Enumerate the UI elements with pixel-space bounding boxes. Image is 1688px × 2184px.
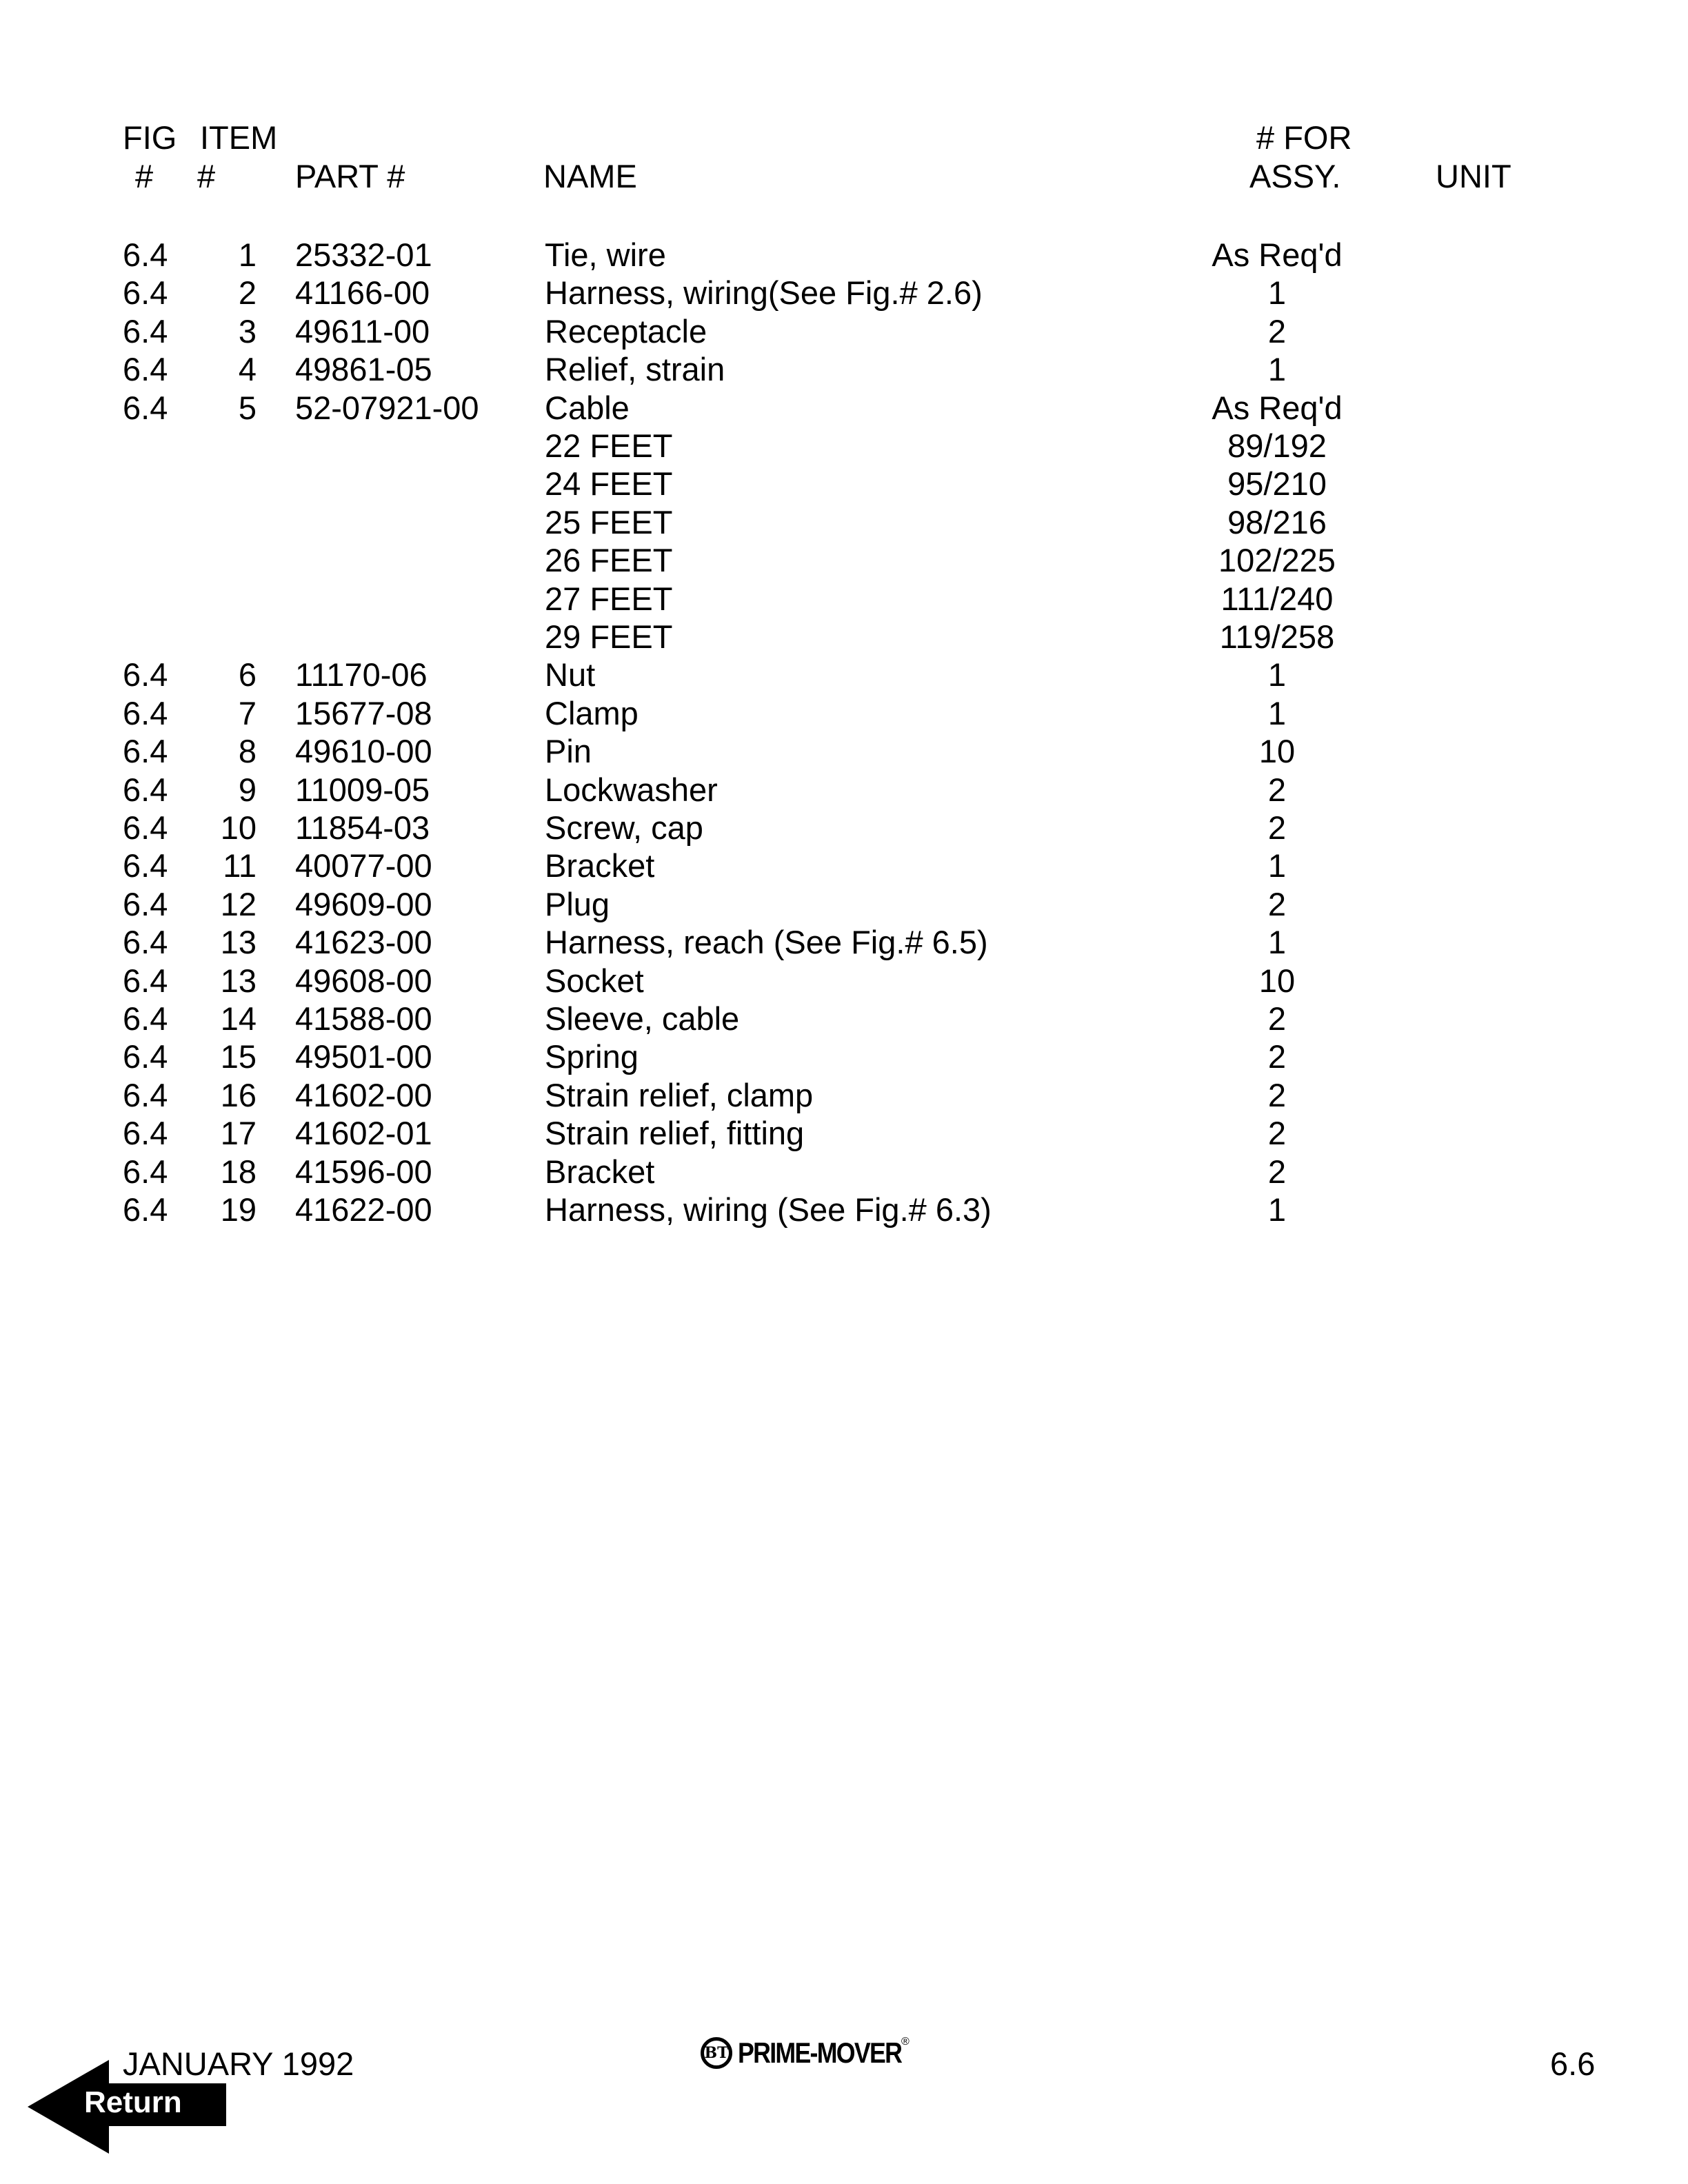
cell-qty: 2	[1267, 1115, 1287, 1152]
cell-qty: 2	[1267, 885, 1287, 922]
cell-name: 25 FEET	[545, 503, 673, 540]
cell-part: 41596-00	[295, 1153, 432, 1190]
cell-part: 41588-00	[295, 1000, 432, 1037]
cell-qty: 1	[1267, 274, 1287, 312]
cell-name: 27 FEET	[545, 580, 673, 617]
table-row	[0, 1155, 1688, 1194]
cell-name: Strain relief, clamp	[545, 1076, 814, 1113]
cell-item: 9	[238, 771, 257, 808]
cell-fig: 6.4	[123, 1076, 168, 1113]
cell-qty: 2	[1267, 1038, 1287, 1075]
table-row	[0, 771, 1688, 812]
header-unit: UNIT	[1436, 158, 1511, 194]
cell-qty: 95/210	[1227, 465, 1327, 503]
table-row	[0, 964, 1688, 1003]
table-row	[0, 236, 1688, 277]
logo-wordmark: PRIME-MOVER	[738, 2036, 902, 2069]
cell-part: 41623-00	[295, 924, 432, 961]
cell-name: Nut	[545, 656, 596, 694]
cell-fig: 6.4	[123, 236, 168, 273]
table-row	[0, 694, 1688, 736]
cell-fig: 6.4	[123, 885, 168, 922]
cell-part: 49501-00	[295, 1038, 432, 1075]
cell-fig: 6.4	[123, 1191, 168, 1228]
cell-item: 12	[220, 885, 257, 922]
cell-name: Spring	[545, 1038, 639, 1075]
table-row	[0, 885, 1688, 927]
cell-fig: 6.4	[123, 1000, 168, 1037]
table-row	[0, 658, 1688, 697]
cell-name: Bracket	[545, 847, 655, 884]
table-row	[0, 276, 1688, 315]
cell-name: Harness, wiring(See Fig.# 2.6)	[545, 274, 983, 312]
cell-name: 22 FEET	[545, 427, 673, 464]
cell-qty: 1	[1267, 694, 1287, 731]
cell-part: 11170-06	[295, 656, 428, 694]
cell-fig: 6.4	[123, 389, 168, 426]
cell-qty: 10	[1258, 733, 1296, 770]
cell-part: 15677-08	[295, 694, 432, 731]
cell-fig: 6.4	[123, 771, 168, 808]
cell-part: 52-07921-00	[295, 389, 479, 426]
table-row	[0, 735, 1688, 774]
cell-qty: 1	[1267, 847, 1287, 884]
cell-qty: 111/240	[1220, 580, 1334, 617]
registered-mark: ®	[901, 2036, 910, 2048]
cell-item: 8	[238, 733, 257, 770]
cell-name: Receptacle	[545, 312, 707, 350]
cell-qty: 2	[1267, 1000, 1287, 1037]
cell-name: Relief, strain	[545, 351, 725, 388]
cell-item: 13	[220, 962, 257, 999]
cell-fig: 6.4	[123, 847, 168, 884]
table-row	[0, 429, 1688, 468]
cell-item: 6	[238, 656, 257, 694]
table-row	[0, 620, 1688, 659]
footer-date: JANUARY 1992	[123, 2045, 354, 2082]
cell-name: Plug	[545, 885, 610, 922]
cell-item: 11	[223, 847, 257, 884]
cell-part: 41622-00	[295, 1191, 432, 1228]
cell-item: 7	[238, 694, 257, 731]
cell-part: 49608-00	[295, 962, 432, 999]
cell-name: 29 FEET	[545, 618, 673, 655]
cell-fig: 6.4	[123, 1038, 168, 1075]
return-button[interactable]	[28, 2060, 234, 2156]
cell-name: Screw, cap	[545, 809, 703, 846]
header-fig-number: #	[135, 158, 154, 194]
cell-name: Sleeve, cable	[545, 1000, 740, 1037]
table-row	[0, 849, 1688, 888]
cell-fig: 6.4	[123, 274, 168, 312]
header-item: ITEM	[200, 119, 278, 156]
cell-fig: 6.4	[123, 962, 168, 999]
cell-item: 18	[220, 1153, 257, 1190]
cell-part: 25332-01	[295, 236, 432, 273]
cell-name: Clamp	[545, 694, 639, 731]
header-for: # FOR	[1256, 119, 1352, 156]
prime-mover-logo	[701, 2036, 944, 2070]
cell-qty: 89/192	[1227, 427, 1327, 464]
cell-qty: 2	[1267, 1076, 1287, 1113]
cell-name: Harness, reach (See Fig.# 6.5)	[545, 924, 988, 961]
cell-qty: 1	[1267, 1191, 1287, 1228]
cell-name: Lockwasher	[545, 771, 718, 808]
cell-item: 5	[238, 389, 257, 426]
cell-item: 14	[220, 1000, 257, 1037]
cell-part: 49610-00	[295, 733, 432, 770]
cell-item: 1	[238, 236, 257, 273]
cell-item: 2	[238, 274, 257, 312]
cell-fig: 6.4	[123, 656, 168, 694]
cell-qty: 2	[1267, 771, 1287, 808]
cell-name: Bracket	[545, 1153, 655, 1190]
cell-item: 15	[220, 1038, 257, 1075]
cell-name: Pin	[545, 733, 592, 770]
table-row	[0, 544, 1688, 583]
cell-fig: 6.4	[123, 312, 168, 350]
table-row	[0, 1040, 1688, 1079]
table-row	[0, 312, 1688, 354]
cell-qty: 1	[1267, 924, 1287, 961]
cell-name: Cable	[545, 389, 630, 426]
cell-item: 13	[220, 924, 257, 961]
cell-qty: 2	[1267, 1153, 1287, 1190]
cell-qty: 2	[1267, 312, 1287, 350]
cell-item: 4	[238, 351, 257, 388]
cell-qty: 119/258	[1219, 618, 1335, 655]
table-row	[0, 1002, 1688, 1041]
cell-part: 41602-01	[295, 1115, 432, 1152]
table-row	[0, 1076, 1688, 1118]
cell-name: Strain relief, fitting	[545, 1115, 805, 1152]
header-fig: FIG	[123, 119, 177, 156]
cell-qty: 2	[1267, 809, 1287, 846]
table-row	[0, 926, 1688, 964]
cell-part: 11009-05	[295, 771, 430, 808]
cell-name: Tie, wire	[545, 236, 666, 273]
cell-fig: 6.4	[123, 1115, 168, 1152]
table-row	[0, 467, 1688, 506]
cell-name: Harness, wiring (See Fig.# 6.3)	[545, 1191, 992, 1228]
return-label: Return	[84, 2085, 182, 2119]
table-row	[0, 1193, 1688, 1232]
cell-item: 19	[220, 1191, 257, 1228]
cell-item: 10	[220, 809, 257, 846]
cell-name: 24 FEET	[545, 465, 673, 503]
table-row	[0, 1117, 1688, 1155]
header-assy: ASSY.	[1249, 158, 1341, 194]
cell-qty: As Req'd	[1212, 236, 1343, 273]
cell-qty: 1	[1267, 351, 1287, 388]
page-number: 6.6	[1550, 2045, 1596, 2082]
table-row	[0, 503, 1688, 545]
cell-qty: 102/225	[1218, 542, 1336, 579]
header-item-number: #	[197, 158, 216, 194]
cell-item: 17	[220, 1115, 257, 1152]
cell-fig: 6.4	[123, 1153, 168, 1190]
table-row	[0, 353, 1688, 392]
table-row	[0, 389, 1688, 430]
header-part: PART #	[295, 158, 405, 194]
cell-part: 41602-00	[295, 1076, 432, 1113]
cell-qty: As Req'd	[1212, 389, 1343, 426]
cell-part: 49609-00	[295, 885, 432, 922]
cell-part: 11854-03	[295, 809, 430, 846]
cell-name: Socket	[545, 962, 644, 999]
bt-seal-icon: BT	[701, 2037, 732, 2069]
header-name: NAME	[543, 158, 637, 194]
cell-part: 49611-00	[295, 312, 430, 350]
cell-part: 49861-05	[295, 351, 432, 388]
cell-qty: 10	[1258, 962, 1296, 999]
cell-name: 26 FEET	[545, 542, 673, 579]
cell-qty: 98/216	[1227, 503, 1327, 540]
cell-fig: 6.4	[123, 809, 168, 846]
cell-fig: 6.4	[123, 694, 168, 731]
cell-qty: 1	[1267, 656, 1287, 694]
cell-item: 16	[220, 1076, 257, 1113]
cell-part: 40077-00	[295, 847, 432, 884]
cell-part: 41166-00	[295, 274, 430, 312]
cell-fig: 6.4	[123, 351, 168, 388]
table-row	[0, 811, 1688, 850]
table-row	[0, 580, 1688, 621]
cell-fig: 6.4	[123, 733, 168, 770]
cell-fig: 6.4	[123, 924, 168, 961]
cell-item: 3	[238, 312, 257, 350]
